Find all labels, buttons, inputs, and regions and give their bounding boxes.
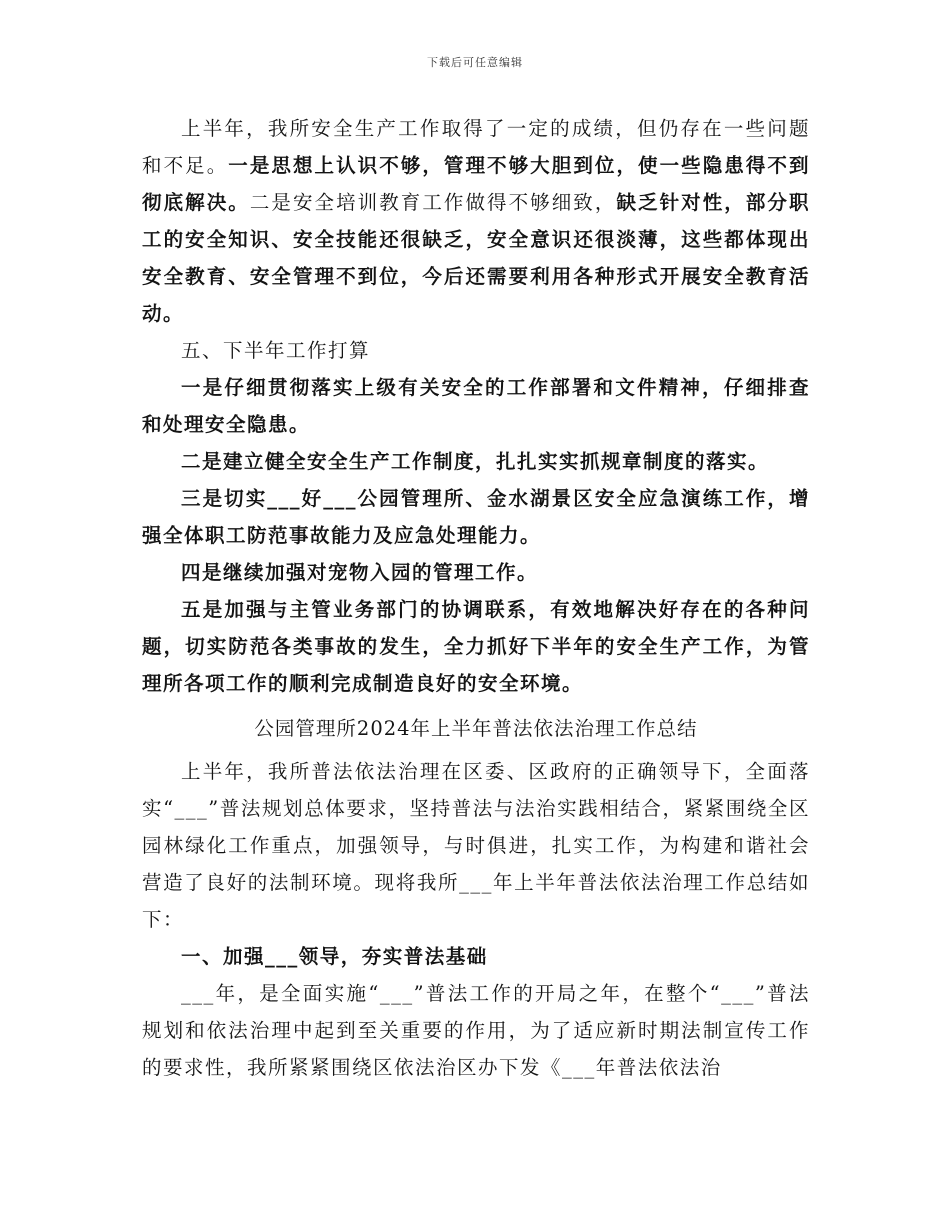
problems-paragraph [142, 110, 810, 332]
plan-item-3: 三是切实___好___公园管理所、金水湖景区安全应急演练工作，增强全体职工防范事故能力及应急处理能力。 [142, 487, 810, 547]
report2-paragraph-1: ___年，是全面实施“___”普法工作的开局之年，在整个“___”普法规划和依法治理中起到至关重要的作用，为了适应新时期法制宣传工作的要求性，我所紧紧围绕区依法治区办下发《___年普法依法治 [142, 982, 810, 1079]
document-body [142, 110, 810, 1086]
problems-intro: 上半年，我所安全生产工作取得了一定的成绩，但仍存在一些问题和不足。 [142, 117, 810, 177]
plan-item-2: 二是建立健全安全生产工作制度，扎扎实实抓规章制度的落实。 [181, 450, 770, 473]
problems-point-1: 一是思想上认识不够，管理不够大胆到位，使一些隐患得不到彻底解决。 [142, 154, 810, 214]
report2-intro: 上半年，我所普法依法治理在区委、区政府的正确领导下，全面落实“___”普法规划总体要求，坚持普法与法治实践相结合，紧紧围绕全区园林绿化工作重点，加强领导，与时俱进，扎实工作，为构建和谐社会营造了良好的法制环境。现将我所___年上半年普法依法治理工作总结如下： [142, 760, 810, 931]
report2-heading-1: 一、加强___领导，夯实普法基础 [181, 945, 488, 968]
report2-title: 公园管理所2024年上半年普法依法治理工作总结 [254, 717, 698, 740]
plan-item-5: 五是加强与主管业务部门的协调联系，有效地解决好存在的各种问题，切实防范各类事故的发生，全力抓好下半年的安全生产工作，为管理所各项工作的顺利完成制造良好的安全环境。 [142, 598, 810, 695]
plan-item-4: 四是继续加强对宠物入园的管理工作。 [181, 561, 539, 584]
section5-heading: 五、下半年工作打算 [181, 339, 371, 362]
problems-point-2a: 二是安全培训教育工作做得不够细致， [249, 191, 617, 214]
plan-item-1: 一是仔细贯彻落实上级有关安全的工作部署和文件精神，仔细排查和处理安全隐患。 [142, 376, 810, 436]
problems-point-2b: 缺乏针对性，部分职工的安全知识、安全技能还很缺乏，安全意识还很淡薄，这些都体现出安全教育、安全管理不到位，今后还需要利用各种形式开展安全教育活动。 [142, 191, 810, 325]
page-header-note: 下载后可任意编辑 [427, 56, 523, 69]
